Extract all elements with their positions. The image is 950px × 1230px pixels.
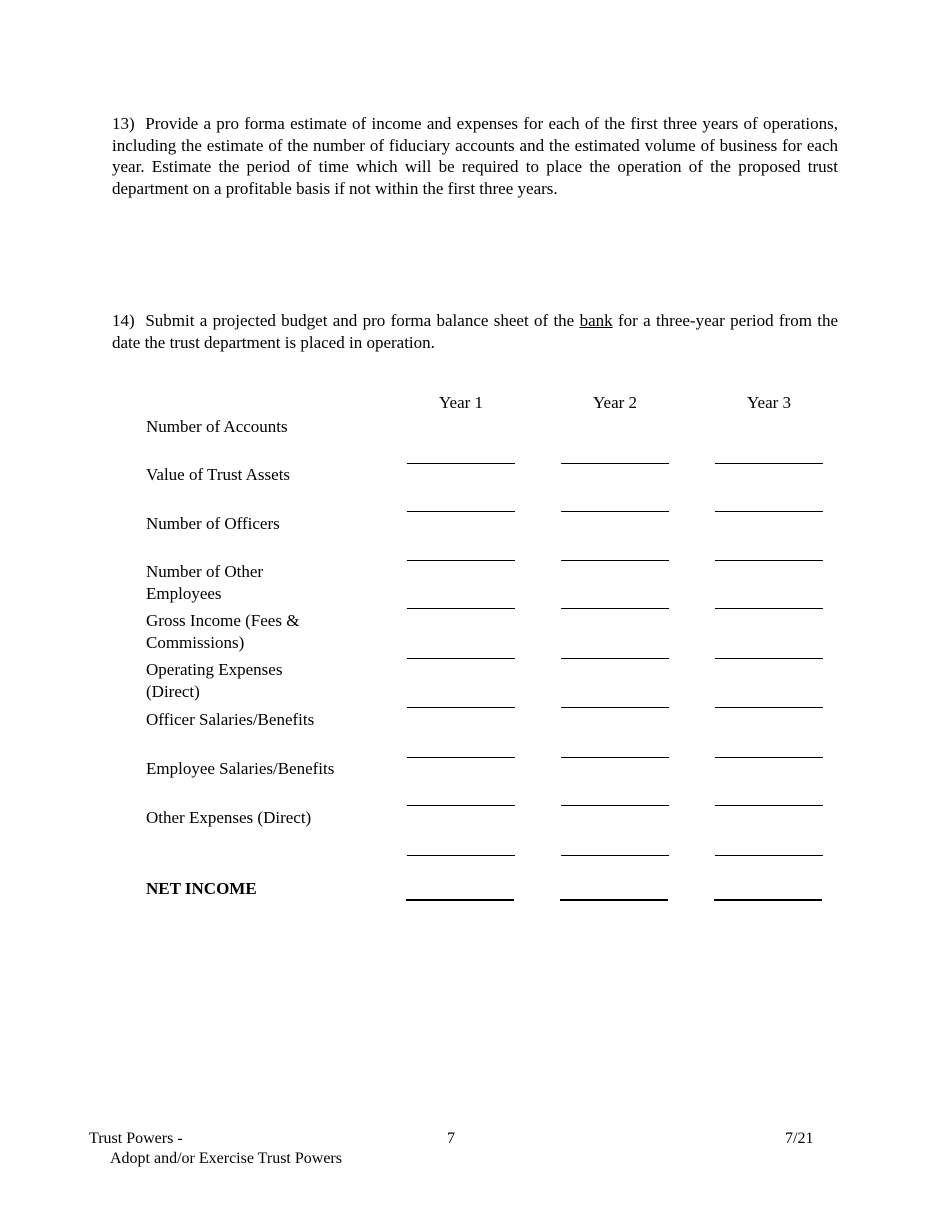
- blank-line-other-expenses-year-1[interactable]: [407, 855, 515, 856]
- blank-line-employee-salaries-year-3[interactable]: [715, 805, 823, 806]
- blank-line-accounts-year-1[interactable]: [407, 463, 515, 464]
- blank-line-other-employees-year-3[interactable]: [715, 608, 823, 609]
- footer-title-line-2: Adopt and/or Exercise Trust Powers: [110, 1150, 342, 1167]
- row-label-employee-salaries: Employee Salaries/Benefits: [146, 759, 335, 778]
- blank-line-operating-expenses-year-3[interactable]: [715, 707, 823, 708]
- blank-line-other-expenses-year-2[interactable]: [561, 855, 669, 856]
- column-header-year-2: Year 2: [592, 393, 638, 412]
- blank-line-officer-salaries-year-2[interactable]: [561, 757, 669, 758]
- blank-line-employee-salaries-year-2[interactable]: [561, 805, 669, 806]
- column-header-year-1: Year 1: [438, 393, 484, 412]
- blank-line-gross-income-year-1[interactable]: [407, 658, 515, 659]
- blank-line-gross-income-year-3[interactable]: [715, 658, 823, 659]
- row-label-number-of-accounts: Number of Accounts: [146, 417, 288, 436]
- question-13-number: 13): [112, 114, 135, 133]
- blank-line-other-employees-year-1[interactable]: [407, 608, 515, 609]
- column-header-year-3: Year 3: [746, 393, 792, 412]
- footer-page-number: 7: [447, 1130, 455, 1147]
- blank-line-trust-assets-year-3[interactable]: [715, 511, 823, 512]
- blank-line-gross-income-year-2[interactable]: [561, 658, 669, 659]
- question-13-text: Provide a pro forma estimate of income and expenses for each of the first three years of operations, including the estimate of the number of fiduciary accounts and the estimated volume of business for each year. Estimate the period of time which will be required to place the operation of the proposed trust department on a profitable basis if not within the first three years.: [112, 114, 839, 198]
- blank-line-trust-assets-year-2[interactable]: [561, 511, 669, 512]
- blank-line-employee-salaries-year-1[interactable]: [407, 805, 515, 806]
- blank-line-accounts-year-3[interactable]: [715, 463, 823, 464]
- row-label-other-expenses: Other Expenses (Direct): [146, 808, 312, 827]
- footer-title-line-1: Trust Powers -: [89, 1130, 183, 1147]
- question-14: [112, 310, 838, 353]
- question-14-number: 14): [112, 311, 135, 330]
- blank-line-other-expenses-year-3[interactable]: [715, 855, 823, 856]
- blank-line-officer-salaries-year-3[interactable]: [715, 757, 823, 758]
- blank-line-officer-salaries-year-1[interactable]: [407, 757, 515, 758]
- question-13: [112, 113, 838, 199]
- blank-line-operating-expenses-year-2[interactable]: [561, 707, 669, 708]
- question-14-underlined-bank: bank: [579, 311, 613, 330]
- blank-line-net-income-year-2[interactable]: [560, 899, 668, 901]
- blank-line-officers-year-2[interactable]: [561, 560, 669, 561]
- row-label-number-of-other-employees: Number of Other Employees: [146, 562, 264, 603]
- blank-line-operating-expenses-year-1[interactable]: [407, 707, 515, 708]
- row-label-value-of-trust-assets: Value of Trust Assets: [146, 465, 291, 484]
- row-label-net-income: NET INCOME: [146, 879, 257, 898]
- blank-line-officers-year-3[interactable]: [715, 560, 823, 561]
- row-label-officer-salaries: Officer Salaries/Benefits: [146, 710, 315, 729]
- row-label-gross-income: Gross Income (Fees & Commissions): [146, 611, 300, 652]
- blank-line-net-income-year-3[interactable]: [714, 899, 822, 901]
- question-14-text-after: for a three-year period from the date the trust department is placed in operation.: [112, 311, 839, 352]
- blank-line-officers-year-1[interactable]: [407, 560, 515, 561]
- blank-line-net-income-year-1[interactable]: [406, 899, 514, 901]
- blank-line-trust-assets-year-1[interactable]: [407, 511, 515, 512]
- row-label-number-of-officers: Number of Officers: [146, 514, 280, 533]
- question-14-text-before: Submit a projected budget and pro forma balance sheet of the: [145, 311, 575, 330]
- footer-date: 7/21: [785, 1130, 814, 1147]
- blank-line-other-employees-year-2[interactable]: [561, 608, 669, 609]
- blank-line-accounts-year-2[interactable]: [561, 463, 669, 464]
- row-label-operating-expenses: Operating Expenses (Direct): [146, 660, 283, 701]
